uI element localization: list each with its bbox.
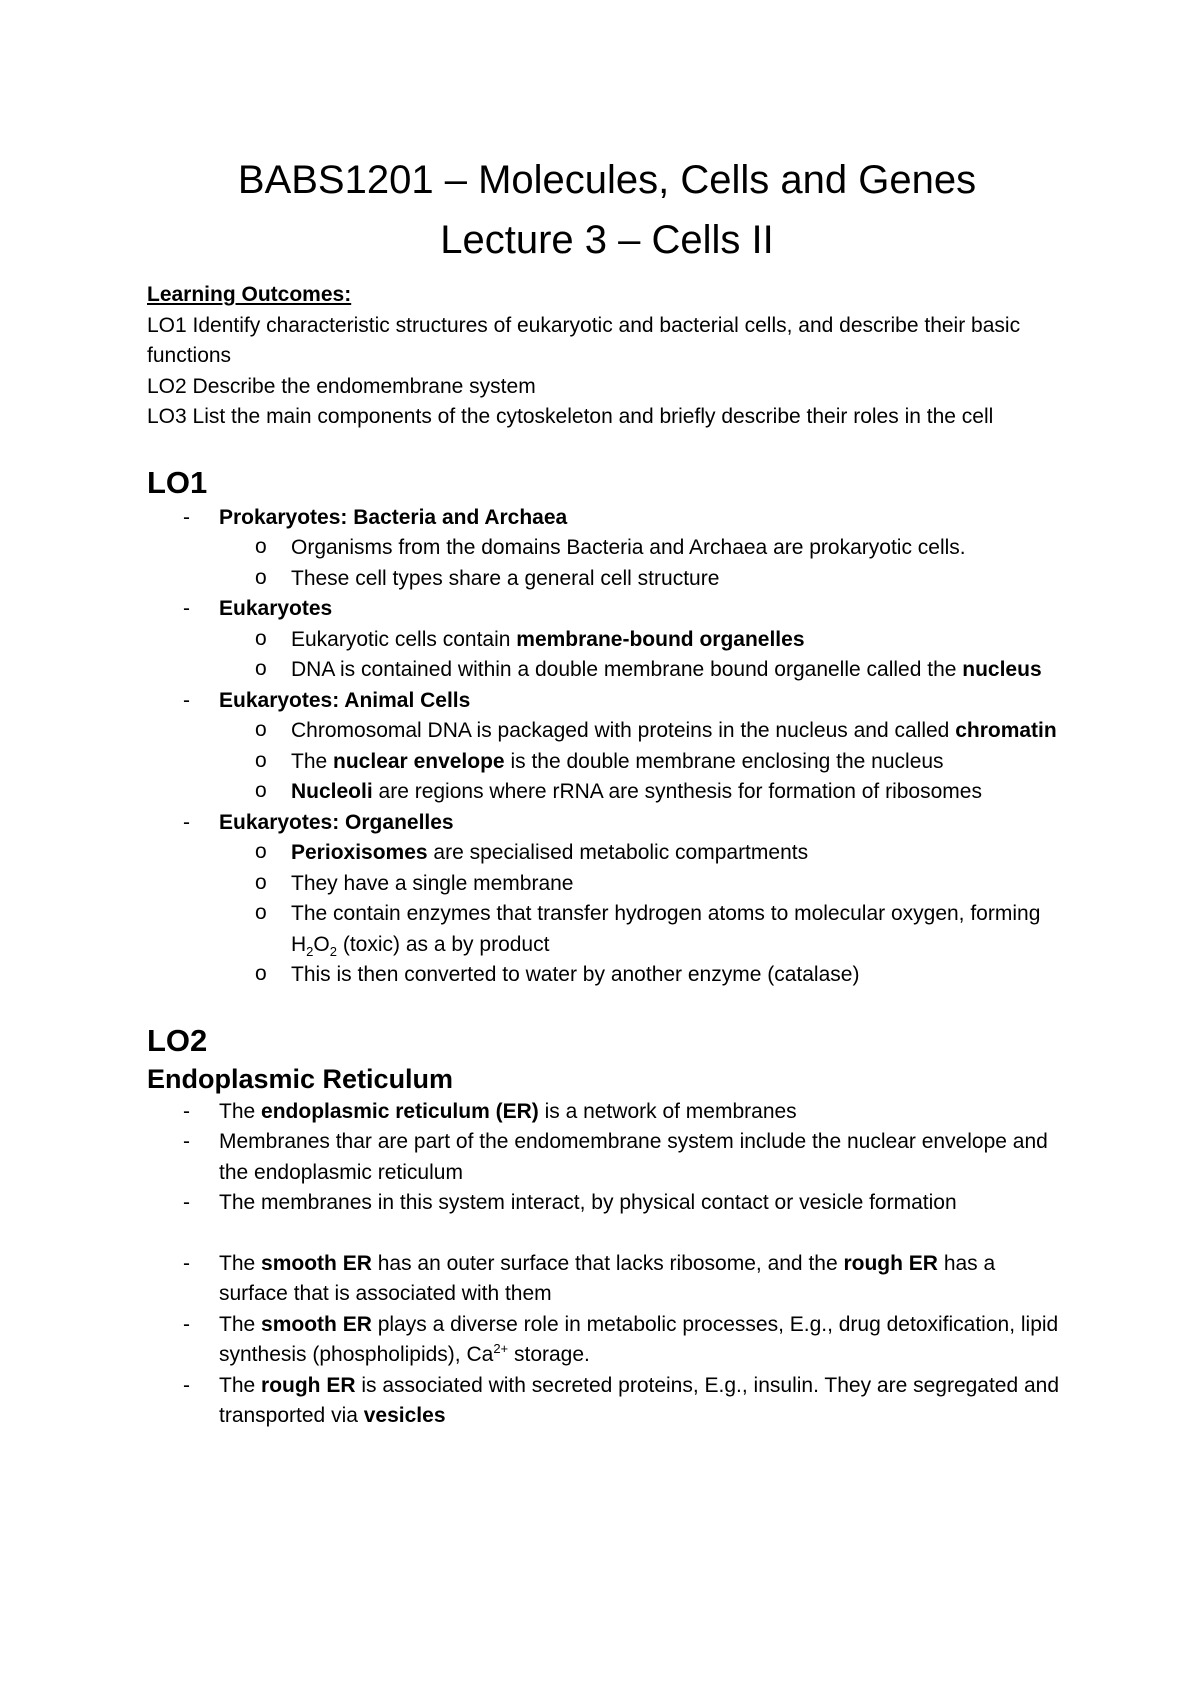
section-heading-lo1: LO1 — [147, 464, 208, 500]
list-item — [147, 594, 1067, 686]
list-item — [147, 503, 1067, 595]
document-title-line1: BABS1201 – Molecules, Cells and Genes — [237, 158, 977, 202]
document-title-line2: Lecture 3 – Cells II — [440, 218, 774, 262]
list-item: o Organisms from the domains Bacteria and Archaea are prokaryotic cells. — [219, 533, 1067, 564]
list-item: o Perioxisomes are specialised metabolic compartments — [219, 838, 1067, 869]
list-item: o The nuclear envelope is the double membrane enclosing the nucleus — [219, 747, 1067, 778]
list-item: o DNA is contained within a double membrane bound organelle called the nucleus — [219, 655, 1067, 686]
learning-outcome-lo2: LO2 Describe the endomembrane system — [147, 374, 536, 398]
animal-cells-title: Eukaryotes: Animal Cells — [219, 688, 471, 712]
list-item: o Chromosomal DNA is packaged with proteins in the nucleus and called chromatin — [219, 716, 1067, 747]
subheading-endoplasmic-reticulum: Endoplasmic Reticulum — [147, 1063, 454, 1094]
learning-outcome-lo3: LO3 List the main components of the cytoskeleton and briefly describe their roles in the cell — [147, 405, 994, 428]
list-item: o The contain enzymes that transfer hydrogen atoms to molecular oxygen, forming $H_2O_2$ (toxic) as a by product — [219, 899, 1067, 960]
list-item: o These cell types share a general cell structure — [219, 564, 1067, 595]
list-item: - The smooth ER has an outer surface that lacks ribosome, and the rough ER has a surface that is associated with them — [147, 1249, 1067, 1310]
lo2-list-continued — [147, 1249, 1067, 1432]
learning-outcome-lo1: LO1 Identify characteristic structures of eukaryotic and bacterial cells, and describe their basic functions — [147, 313, 1021, 367]
list-item: o This is then converted to water by another enzyme (catalase) — [219, 960, 1067, 991]
list-item: o They have a single membrane — [219, 869, 1067, 900]
document-page — [147, 150, 1067, 1432]
lo2-list — [147, 1097, 1067, 1219]
list-item — [147, 808, 1067, 991]
list-item: - The smooth ER plays a diverse role in metabolic processes, E.g., drug detoxification, lipid synthesis (phospholipids), $Ca^{2+}$ storage. — [147, 1310, 1067, 1371]
lo1-list — [147, 503, 1067, 991]
learning-outcomes-heading: Learning Outcomes: — [147, 283, 352, 306]
eukaryotes-title: Eukaryotes — [219, 597, 333, 620]
section-heading-lo2: LO2 — [147, 1022, 208, 1058]
list-item: o Eukaryotic cells contain membrane-bound organelles — [219, 625, 1067, 656]
list-item: - Membranes thar are part of the endomembrane system include the nuclear envelope and the endoplasmic reticulum — [147, 1127, 1067, 1188]
list-item: - The membranes in this system interact, by physical contact or vesicle formation — [147, 1188, 1067, 1219]
list-item: - The rough ER is associated with secreted proteins, E.g., insulin. They are segregated and transported via vesicles — [147, 1371, 1067, 1432]
list-item: o Nucleoli are regions where rRNA are synthesis for formation of ribosomes — [219, 777, 1067, 808]
prokaryotes-title: Prokaryotes: Bacteria and Archaea — [219, 505, 568, 529]
list-item — [147, 686, 1067, 808]
list-item: - The endoplasmic reticulum (ER) is a network of membranes — [147, 1097, 1067, 1128]
organelles-title: Eukaryotes: Organelles — [219, 810, 454, 834]
